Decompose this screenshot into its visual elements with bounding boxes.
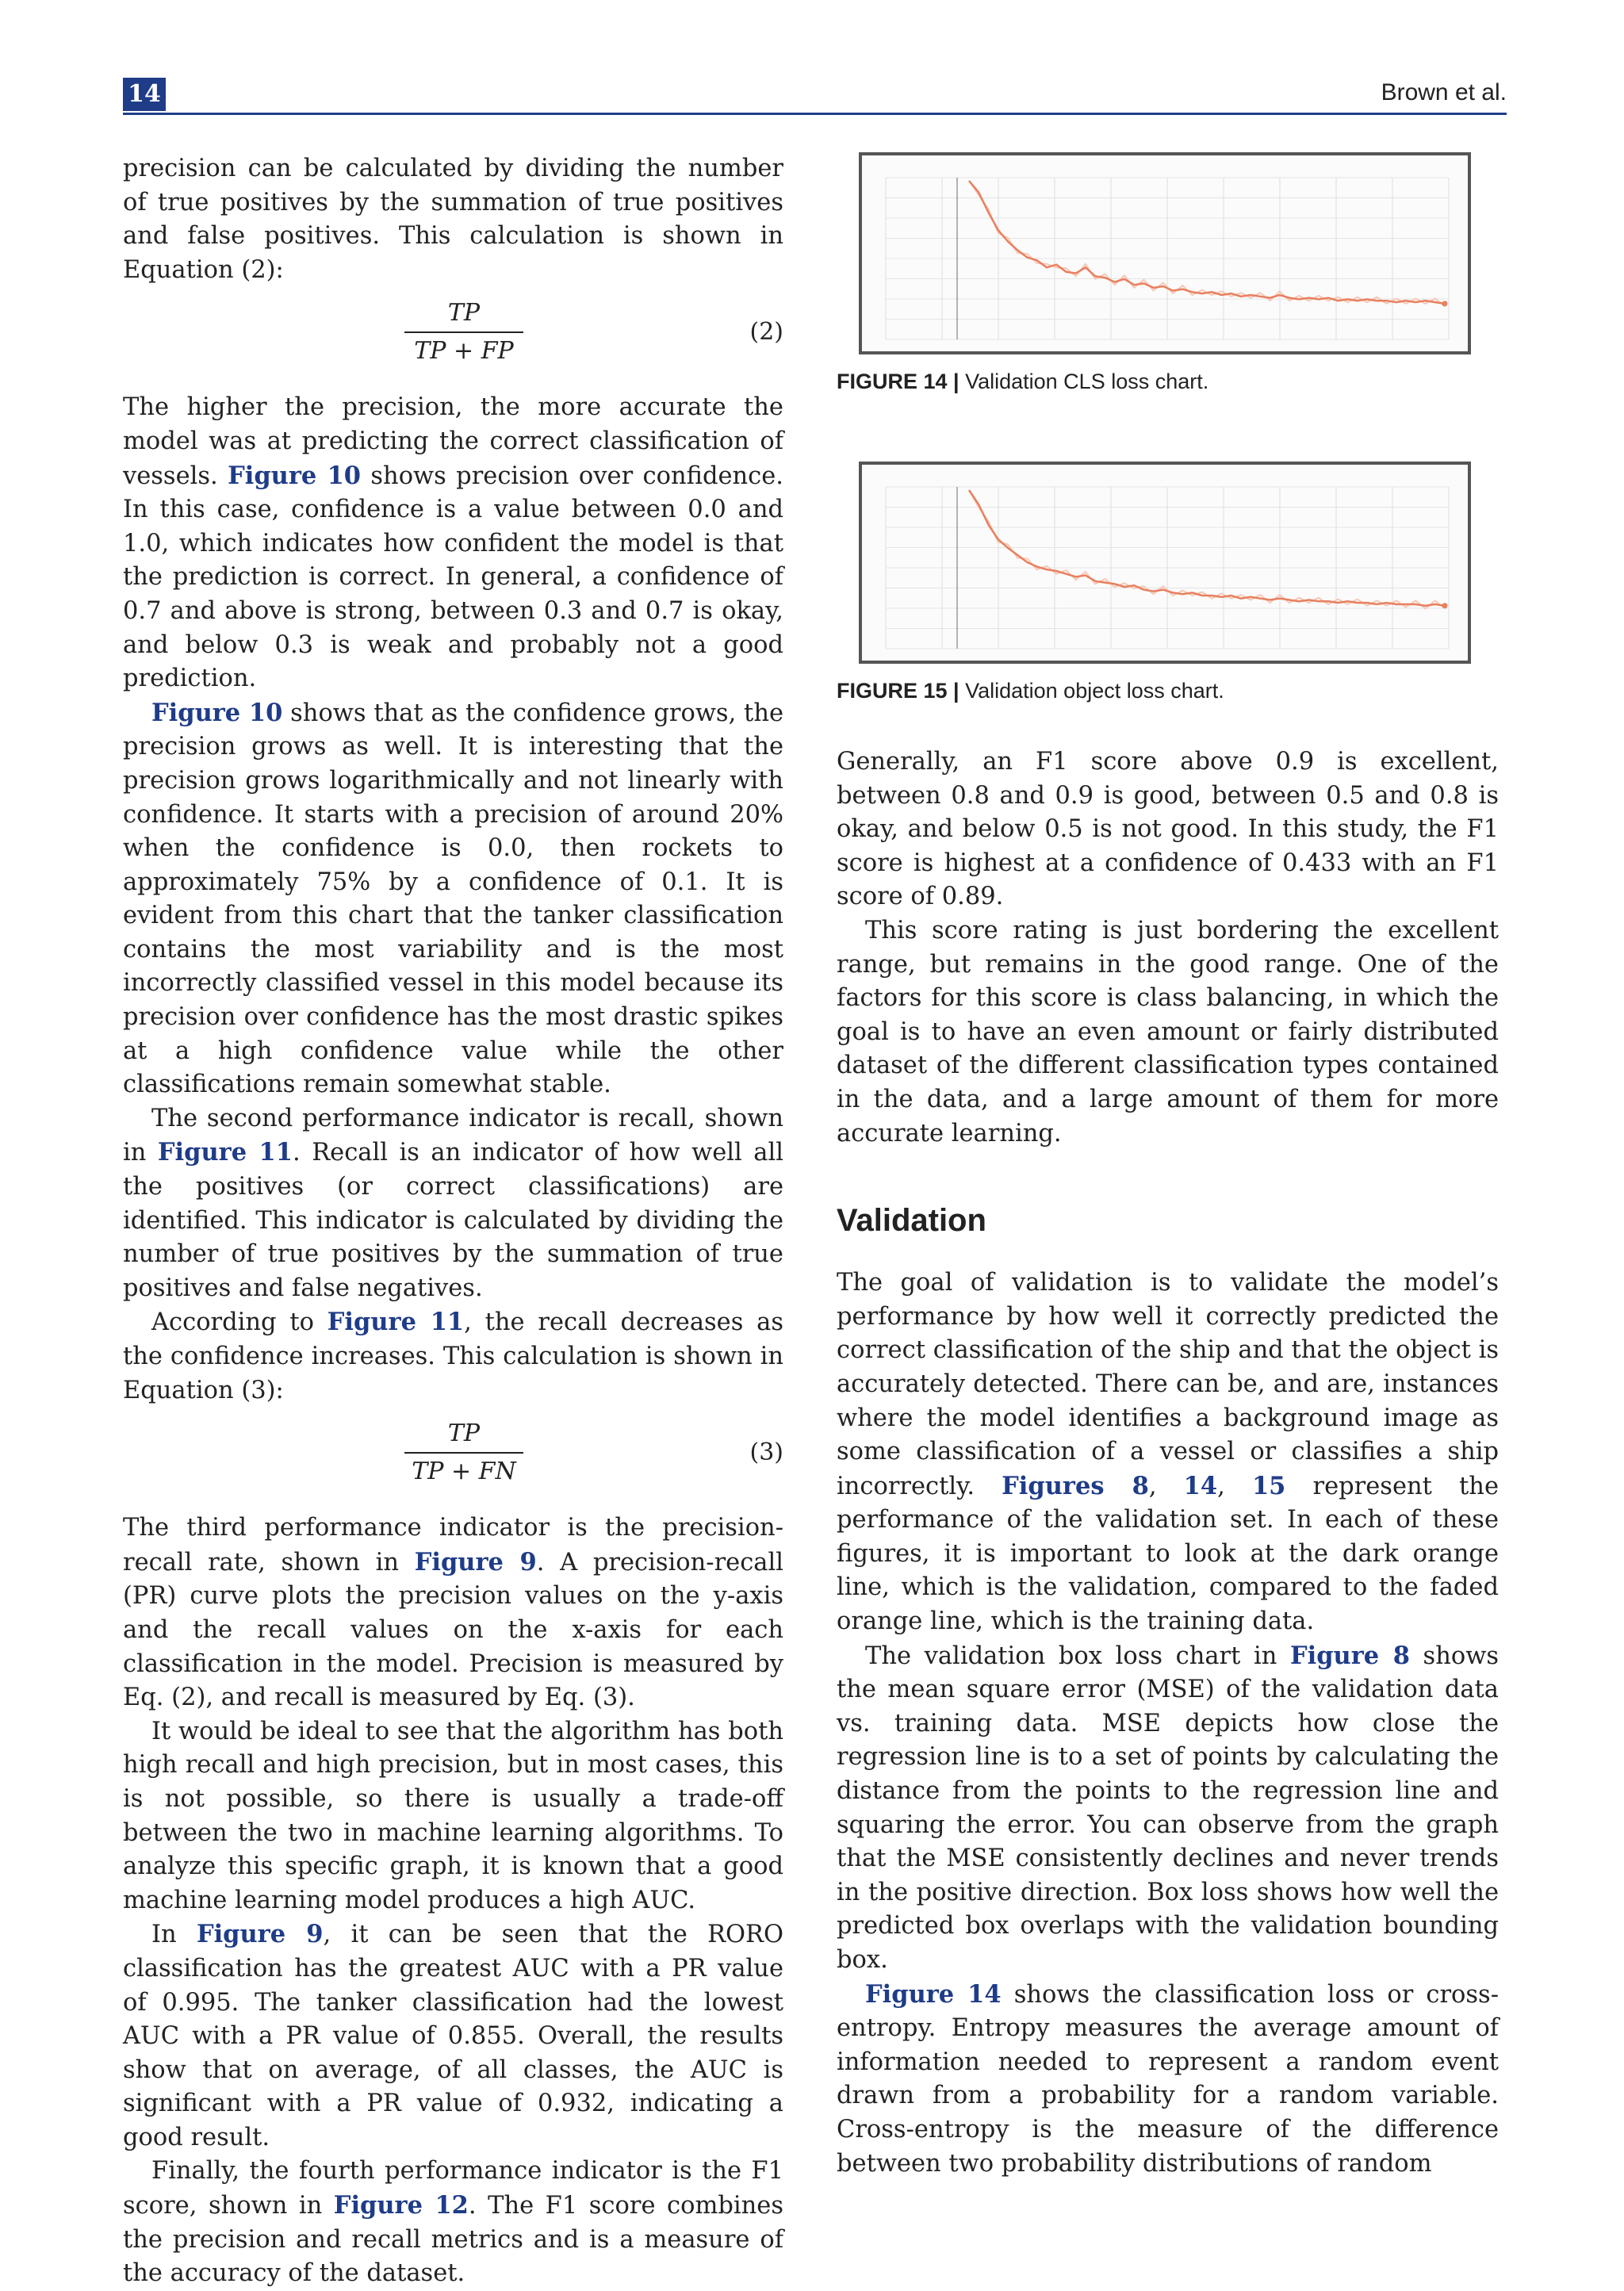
denominator: TP + FN [412,1458,516,1486]
section-heading-validation: Validation [837,1203,986,1239]
caption-label: FIGURE 15 | [837,679,959,703]
right-column [837,152,1499,2181]
paragraph [837,1266,1499,1639]
text: The higher the precision, the more accurate the model was at predicting the correct classification of vessels. [123,393,783,490]
series-end-point [1442,603,1448,608]
equation-number: (3) [749,1439,783,1467]
equation-2 [123,297,783,381]
validation-series-line [969,181,1445,304]
text: . The F1 score combines the precision and recall metrics and is a measure of the accuracy of the dataset. [123,2192,784,2288]
numerator: TP [447,299,481,328]
paragraph [123,391,783,695]
paragraph [123,1917,783,2155]
figure-15-caption [837,674,1224,708]
figure-link[interactable]: 15 [1251,1471,1286,1500]
figure-link[interactable]: Figure 11 [327,1308,465,1337]
running-head: Brown et al. [1381,79,1507,105]
figure-link[interactable]: Figure 14 [865,1979,1002,2009]
fraction [404,297,523,368]
cls-loss-chart [862,155,1468,351]
text: The validation box loss chart in [865,1642,1290,1670]
figure-link[interactable]: Figure 9 [196,1920,324,1949]
paragraph: This score rating is just bordering the excellent range, but remains in the good range. One of the factors for this score is class balancing, in which the goal is to have an even amount or fairly distributed dataset of the different classification types contained in the data, and a large amount of them for more accurate learning. [837,916,1499,1147]
figure-14-chart [859,152,1471,354]
training-series-line [969,181,1445,307]
paragraph [837,1639,1499,1978]
text: represent the performance of the validation set. In each of these figures, it is important to look at the dark orange line, which is the validation, compared to the faded orange line, which is the training data. [837,1472,1499,1636]
text: shows the classification loss or cross-entropy. Entropy measures the average amount of information needed to represent a random event drawn from a probability for a random variable. Cross-entropy is the measure of the difference between two probability distributions of random [837,1980,1499,2178]
object-loss-chart [862,465,1468,661]
caption-text: Validation CLS loss chart. [959,370,1209,393]
paragraph [123,1305,783,1408]
denominator: TP + FP [414,337,514,366]
figure-link[interactable]: Figures 8 [1002,1471,1149,1500]
text: According to [151,1308,327,1337]
text: . Recall is an indicator of how well all the positives (or correct classifications) are identified. This indicator is calculated by dividing the number of true positives by the summation of true positives and false negatives. [123,1139,784,1302]
fraction-bar [404,331,523,333]
numerator: TP [447,1419,481,1448]
text: , it can be seen that the RORO classification has the greatest AUC with a PR value of 0.995. The tanker classification had the lowest AUC with a PR value of 0.855. Overall, the results show that on average, of all classes, the AUC is significant with a PR value of 0.932, indicating a good result. [123,1921,784,2151]
text: shows that as the confidence grows, the precision grows as well. It is interesting that the precision grows logarithmically and not linearly with confidence. It starts with a precision of around 20% when the confidence is 0.0, then rockets to approximately 75% by a confidence of 0.1. It is evident from this chart that the tanker classification contains the most variability and is the most incorrectly classified vessel in this model because its precision over confidence has the most drastic spikes at a high confidence value while the other classifications remain somewhat stable. [123,699,784,1099]
text: , [1148,1472,1184,1500]
page-number: 14 [123,78,166,111]
fraction-bar [404,1452,523,1454]
equation-number: (2) [749,318,783,347]
text: In [151,1921,197,1949]
paragraph: precision can be calculated by dividing the number of true positives by the summation of true positives and false positives. This calculation is shown in Equation (2): [123,155,783,284]
text: , [1217,1472,1252,1500]
paragraph [837,1978,1499,2182]
figure-15 [837,462,1499,703]
text: Finally, the fourth performance indicator is the F1 score, shown in [123,2157,783,2220]
text: shows precision over confidence. In this case, confidence is a value between 0.0 and 1.0, which indicates how confident the model is that the prediction is correct. In general, a confidence of 0.7 and above is strong, between 0.3 and 0.7 is okay, and below 0.3 is weak and probably not a good prediction. [123,462,783,693]
left-column [123,152,783,2291]
figure-link[interactable]: Figure 12 [333,2191,469,2220]
equation-3 [123,1417,783,1502]
text: The goal of validation is to validate the model’s performance by how well it correctly predicted the correct classification of the ship and that the object is accurately detected. There can be, and are, instances where the model identifies a background image as some classification of a vessel or classifies a ship incorrectly. [837,1269,1499,1500]
figure-link[interactable]: Figure 10 [228,461,362,490]
caption-text: Validation object loss chart. [959,679,1224,703]
figure-link[interactable]: Figure 11 [157,1138,293,1167]
text: . A precision-recall (PR) curve plots the precision values on the y-axis and the recall values on the x-axis for each classification in the model. Precision is measured by Eq. (2), and recall is measured by Eq. (3). [123,1548,784,1712]
figure-link[interactable]: 14 [1183,1471,1218,1500]
text: , the recall decreases as the confidence increases. This calculation is shown in Equation (3): [123,1308,784,1404]
paragraph [123,696,783,1102]
text: The second performance indicator is recall, shown in [123,1104,783,1167]
caption-label: FIGURE 14 | [837,370,959,393]
text: The third performance indicator is the precision-recall rate, shown in [123,1514,783,1576]
page-header [123,78,1507,115]
paragraph: Generally, an F1 score above 0.9 is excellent, between 0.8 and 0.9 is good, between 0.5 and 0.8 is okay, and below 0.5 is not good. In this study, the F1 score is highest at a confidence of 0.433 with an F1 score of 0.89. [837,748,1499,911]
figure-15-chart [859,462,1471,664]
paragraph [123,2155,783,2290]
paragraph: It would be ideal to see that the algorithm has both high recall and high precision, but in most cases, this is not possible, so there is usually a trade-off between the two in machine learning algorithms. To analyze this specific graph, it is known that a good machine learning model produces a high AUC. [123,1717,783,1914]
training-series-line [969,490,1445,608]
figure-link[interactable]: Figure 8 [1289,1641,1410,1670]
series-end-point [1442,301,1448,306]
figure-link[interactable]: Figure 10 [151,698,283,727]
figure-link[interactable]: Figure 9 [414,1547,537,1576]
figure-14-caption [837,365,1208,399]
paragraph [123,1102,783,1306]
figure-14 [837,152,1499,393]
fraction [404,1417,523,1488]
text: shows the mean square error (MSE) of the validation data vs. training data. MSE depicts how close the regression line is to a set of points by calculating the distance from the points to the regression line and squaring the error. You can observe from the graph that the MSE consistently declines and never trends in the positive direction. Box loss shows how well the predicted box overlaps with the validation bounding box. [837,1642,1499,1974]
paragraph [123,1511,783,1715]
